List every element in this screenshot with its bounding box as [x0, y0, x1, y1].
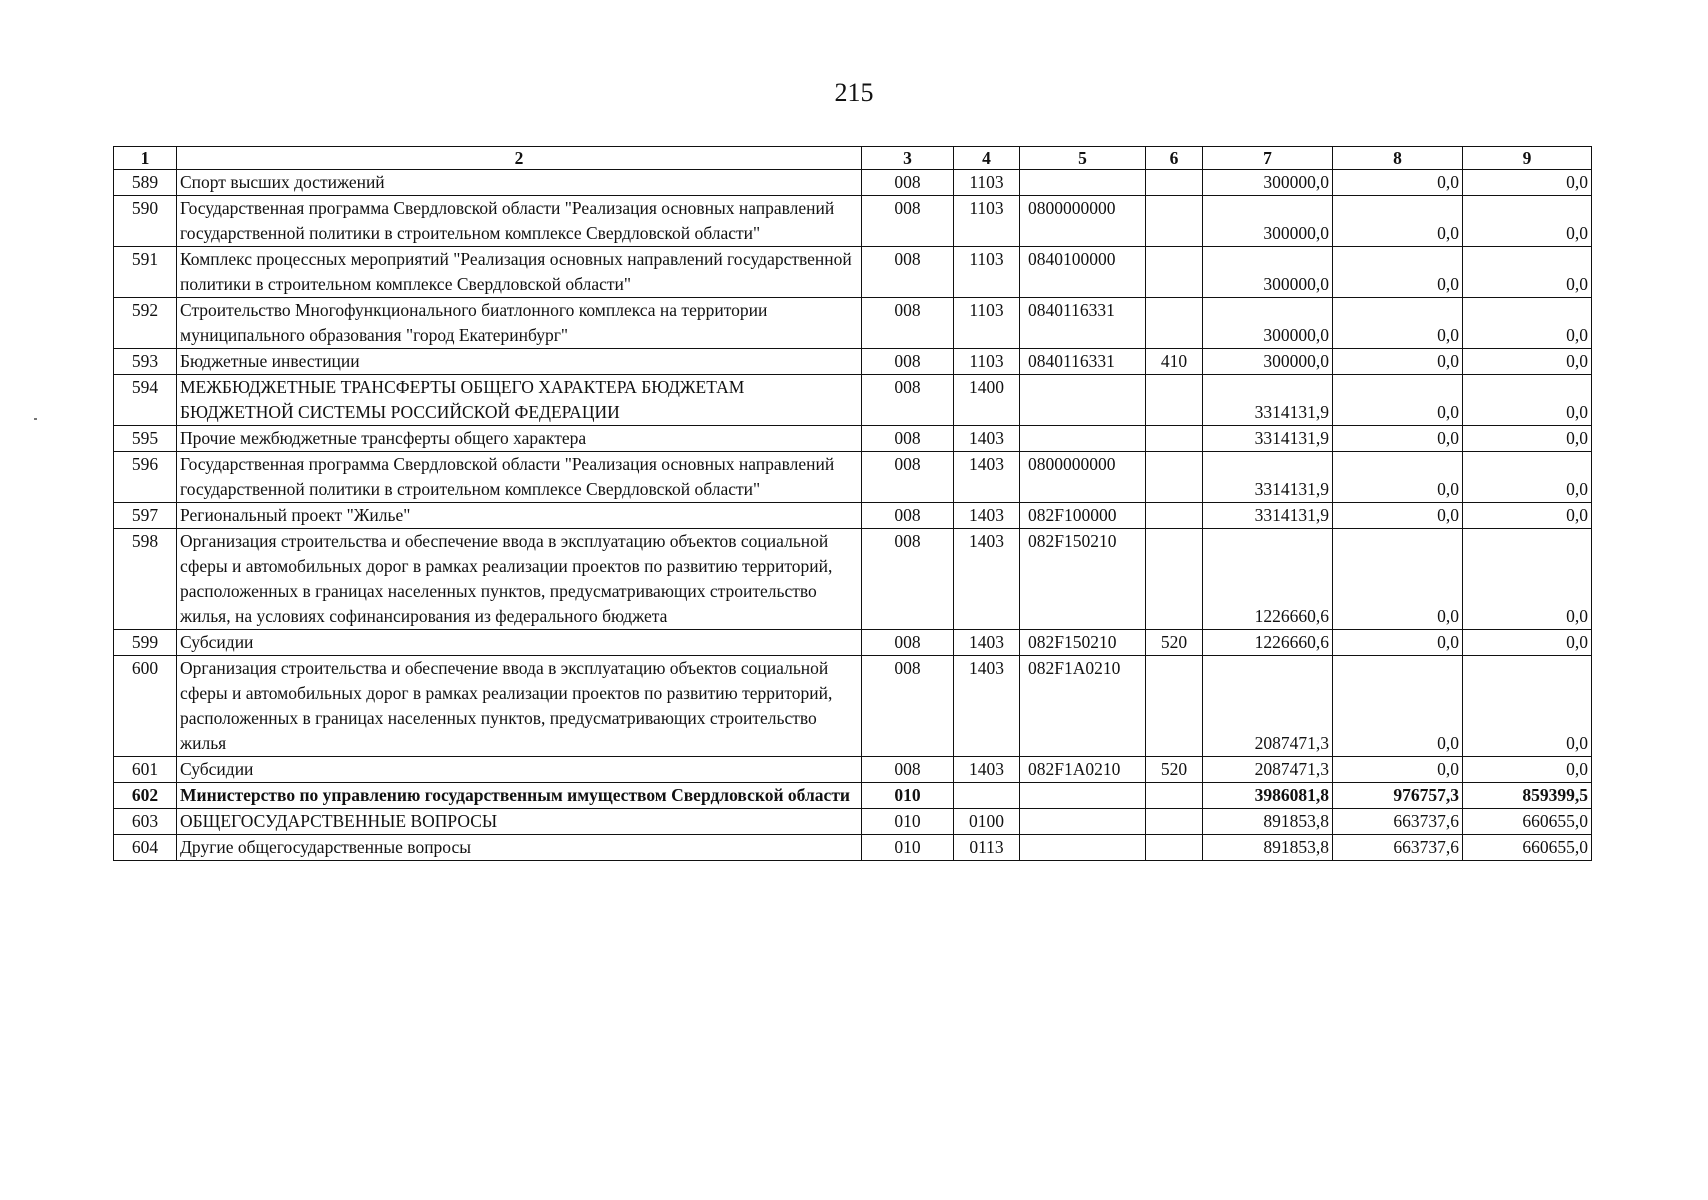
- row-code-4: 1103: [954, 298, 1020, 349]
- row-code-4: 1403: [954, 529, 1020, 630]
- row-name: Спорт высших достижений: [177, 170, 862, 196]
- table-row: [114, 349, 1592, 375]
- row-code-3: 008: [862, 196, 954, 247]
- row-number: 598: [114, 529, 177, 630]
- row-code-4: 1403: [954, 757, 1020, 783]
- row-code-5: [1020, 170, 1146, 196]
- row-code-6: [1146, 503, 1203, 529]
- row-value-8: 0,0: [1333, 170, 1463, 196]
- row-code-5: 0840116331: [1020, 298, 1146, 349]
- row-value-8: 0,0: [1333, 757, 1463, 783]
- header-col-3: 3: [862, 147, 954, 170]
- row-code-3: 008: [862, 503, 954, 529]
- row-name: Комплекс процессных мероприятий "Реализация основных направлений государственной политики в строительном комплексе Свердловской области": [177, 247, 862, 298]
- table-row: [114, 783, 1592, 809]
- row-value-7: 300000,0: [1203, 247, 1333, 298]
- row-value-9: 0,0: [1463, 656, 1592, 757]
- row-code-5: 082F1A0210: [1020, 757, 1146, 783]
- row-code-5: [1020, 375, 1146, 426]
- row-number: 600: [114, 656, 177, 757]
- row-code-5: 082F1A0210: [1020, 656, 1146, 757]
- row-number: 602: [114, 783, 177, 809]
- row-value-8: 0,0: [1333, 298, 1463, 349]
- row-value-7: 1226660,6: [1203, 529, 1333, 630]
- row-number: 594: [114, 375, 177, 426]
- row-name: Организация строительства и обеспечение ввода в эксплуатацию объектов социальной сферы и автомобильных дорог в рамках реализации проектов по развитию территорий, расположенных в границах населенных пунктов, предусматривающих строительство жилья, на условиях софинансирования из федерального бюджета: [177, 529, 862, 630]
- row-name: Субсидии: [177, 630, 862, 656]
- row-code-3: 008: [862, 349, 954, 375]
- row-code-5: [1020, 783, 1146, 809]
- row-number: 596: [114, 452, 177, 503]
- row-code-6: 410: [1146, 349, 1203, 375]
- row-code-5: [1020, 835, 1146, 861]
- row-code-5: [1020, 426, 1146, 452]
- table-row: [114, 426, 1592, 452]
- row-number: 593: [114, 349, 177, 375]
- row-code-4: 1103: [954, 196, 1020, 247]
- table-row: [114, 630, 1592, 656]
- row-code-6: [1146, 809, 1203, 835]
- row-value-8: 663737,6: [1333, 809, 1463, 835]
- row-code-5: 0840100000: [1020, 247, 1146, 298]
- row-value-8: 0,0: [1333, 503, 1463, 529]
- row-number: 603: [114, 809, 177, 835]
- row-code-5: 0840116331: [1020, 349, 1146, 375]
- row-code-4: 1103: [954, 170, 1020, 196]
- row-value-7: 2087471,3: [1203, 757, 1333, 783]
- row-value-9: 0,0: [1463, 196, 1592, 247]
- row-number: 601: [114, 757, 177, 783]
- row-value-9: 0,0: [1463, 349, 1592, 375]
- row-value-9: 660655,0: [1463, 835, 1592, 861]
- row-code-6: [1146, 783, 1203, 809]
- row-number: 589: [114, 170, 177, 196]
- row-code-5: 082F150210: [1020, 630, 1146, 656]
- row-value-8: 0,0: [1333, 196, 1463, 247]
- header-col-7: 7: [1203, 147, 1333, 170]
- row-value-9: 0,0: [1463, 247, 1592, 298]
- row-value-7: 3986081,8: [1203, 783, 1333, 809]
- row-code-4: 0113: [954, 835, 1020, 861]
- row-number: 597: [114, 503, 177, 529]
- row-value-7: 300000,0: [1203, 196, 1333, 247]
- row-value-8: 0,0: [1333, 349, 1463, 375]
- row-code-6: [1146, 196, 1203, 247]
- table-row: [114, 298, 1592, 349]
- row-name: ОБЩЕГОСУДАРСТВЕННЫЕ ВОПРОСЫ: [177, 809, 862, 835]
- row-value-9: 0,0: [1463, 426, 1592, 452]
- row-code-6: [1146, 835, 1203, 861]
- row-value-8: 0,0: [1333, 630, 1463, 656]
- row-value-9: 0,0: [1463, 630, 1592, 656]
- row-code-6: [1146, 452, 1203, 503]
- row-code-5: 082F100000: [1020, 503, 1146, 529]
- table-row: [114, 375, 1592, 426]
- table-row: [114, 757, 1592, 783]
- row-code-4: [954, 783, 1020, 809]
- row-value-9: 0,0: [1463, 529, 1592, 630]
- row-code-3: 008: [862, 375, 954, 426]
- row-code-3: 010: [862, 809, 954, 835]
- row-code-3: 008: [862, 247, 954, 298]
- row-code-5: 082F150210: [1020, 529, 1146, 630]
- budget-table: [113, 146, 1592, 861]
- row-code-6: [1146, 298, 1203, 349]
- row-code-4: 1403: [954, 656, 1020, 757]
- row-number: 599: [114, 630, 177, 656]
- row-number: 595: [114, 426, 177, 452]
- row-code-6: [1146, 656, 1203, 757]
- row-value-8: 0,0: [1333, 529, 1463, 630]
- row-code-6: [1146, 375, 1203, 426]
- row-code-3: 010: [862, 835, 954, 861]
- row-name: Прочие межбюджетные трансферты общего характера: [177, 426, 862, 452]
- row-name: Государственная программа Свердловской области "Реализация основных направлений государственной политики в строительном комплексе Свердловской области": [177, 196, 862, 247]
- row-number: 592: [114, 298, 177, 349]
- row-value-8: 663737,6: [1333, 835, 1463, 861]
- row-code-6: [1146, 170, 1203, 196]
- row-code-4: 1403: [954, 452, 1020, 503]
- row-code-6: [1146, 529, 1203, 630]
- row-value-8: 0,0: [1333, 247, 1463, 298]
- row-code-3: 008: [862, 757, 954, 783]
- row-value-9: 0,0: [1463, 375, 1592, 426]
- row-code-4: 1403: [954, 426, 1020, 452]
- row-value-7: 3314131,9: [1203, 452, 1333, 503]
- header-row: [114, 147, 1592, 170]
- row-code-3: 008: [862, 452, 954, 503]
- row-value-9: 0,0: [1463, 452, 1592, 503]
- row-code-3: 010: [862, 783, 954, 809]
- row-value-9: 0,0: [1463, 170, 1592, 196]
- header-col-5: 5: [1020, 147, 1146, 170]
- row-name: Государственная программа Свердловской области "Реализация основных направлений государственной политики в строительном комплексе Свердловской области": [177, 452, 862, 503]
- row-number: 604: [114, 835, 177, 861]
- table-row: [114, 529, 1592, 630]
- table-row: [114, 452, 1592, 503]
- row-code-3: 008: [862, 630, 954, 656]
- row-name: Региональный проект "Жилье": [177, 503, 862, 529]
- row-value-9: 0,0: [1463, 757, 1592, 783]
- row-value-8: 0,0: [1333, 452, 1463, 503]
- table-row: [114, 196, 1592, 247]
- row-code-4: 1103: [954, 247, 1020, 298]
- row-value-7: 3314131,9: [1203, 503, 1333, 529]
- table-row: [114, 247, 1592, 298]
- table-row: [114, 170, 1592, 196]
- row-code-5: 0800000000: [1020, 452, 1146, 503]
- row-code-3: 008: [862, 298, 954, 349]
- row-value-7: 2087471,3: [1203, 656, 1333, 757]
- row-value-9: 0,0: [1463, 298, 1592, 349]
- row-name: Бюджетные инвестиции: [177, 349, 862, 375]
- row-code-3: 008: [862, 426, 954, 452]
- row-value-9: 660655,0: [1463, 809, 1592, 835]
- row-value-7: 300000,0: [1203, 170, 1333, 196]
- row-value-8: 0,0: [1333, 656, 1463, 757]
- row-code-3: 008: [862, 656, 954, 757]
- row-code-6: [1146, 247, 1203, 298]
- row-code-6: 520: [1146, 630, 1203, 656]
- row-code-4: 1403: [954, 630, 1020, 656]
- header-col-9: 9: [1463, 147, 1592, 170]
- row-number: 590: [114, 196, 177, 247]
- table-row: [114, 656, 1592, 757]
- row-code-4: 1400: [954, 375, 1020, 426]
- row-name: Субсидии: [177, 757, 862, 783]
- table-row: [114, 809, 1592, 835]
- header-col-8: 8: [1333, 147, 1463, 170]
- row-name: Организация строительства и обеспечение ввода в эксплуатацию объектов социальной сферы и автомобильных дорог в рамках реализации проектов по развитию территорий, расположенных в границах населенных пунктов, предусматривающих строительство жилья: [177, 656, 862, 757]
- row-value-7: 3314131,9: [1203, 426, 1333, 452]
- row-number: 591: [114, 247, 177, 298]
- row-value-9: 859399,5: [1463, 783, 1592, 809]
- table-row: [114, 835, 1592, 861]
- row-code-3: 008: [862, 529, 954, 630]
- row-code-3: 008: [862, 170, 954, 196]
- row-value-7: 3314131,9: [1203, 375, 1333, 426]
- header-col-4: 4: [954, 147, 1020, 170]
- row-name: Строительство Многофункционального биатлонного комплекса на территории муниципального образования "город Екатеринбург": [177, 298, 862, 349]
- row-value-7: 1226660,6: [1203, 630, 1333, 656]
- row-value-7: 891853,8: [1203, 809, 1333, 835]
- row-code-6: [1146, 426, 1203, 452]
- row-name: Другие общегосударственные вопросы: [177, 835, 862, 861]
- header-col-2: 2: [177, 147, 862, 170]
- row-value-8: 976757,3: [1333, 783, 1463, 809]
- row-code-5: 0800000000: [1020, 196, 1146, 247]
- header-col-1: 1: [114, 147, 177, 170]
- row-code-6: 520: [1146, 757, 1203, 783]
- page-number: 215: [834, 78, 874, 107]
- scan-mark: [34, 418, 37, 420]
- row-code-5: [1020, 809, 1146, 835]
- row-value-7: 300000,0: [1203, 298, 1333, 349]
- row-value-8: 0,0: [1333, 426, 1463, 452]
- row-value-7: 300000,0: [1203, 349, 1333, 375]
- row-name: МЕЖБЮДЖЕТНЫЕ ТРАНСФЕРТЫ ОБЩЕГО ХАРАКТЕРА БЮДЖЕТАМ БЮДЖЕТНОЙ СИСТЕМЫ РОССИЙСКОЙ ФЕДЕРАЦИИ: [177, 375, 862, 426]
- header-col-6: 6: [1146, 147, 1203, 170]
- table-body: [114, 170, 1592, 861]
- row-code-4: 1403: [954, 503, 1020, 529]
- row-value-8: 0,0: [1333, 375, 1463, 426]
- row-name: Министерство по управлению государственным имуществом Свердловской области: [177, 783, 862, 809]
- row-value-9: 0,0: [1463, 503, 1592, 529]
- row-value-7: 891853,8: [1203, 835, 1333, 861]
- table-row: [114, 503, 1592, 529]
- row-code-4: 0100: [954, 809, 1020, 835]
- row-code-4: 1103: [954, 349, 1020, 375]
